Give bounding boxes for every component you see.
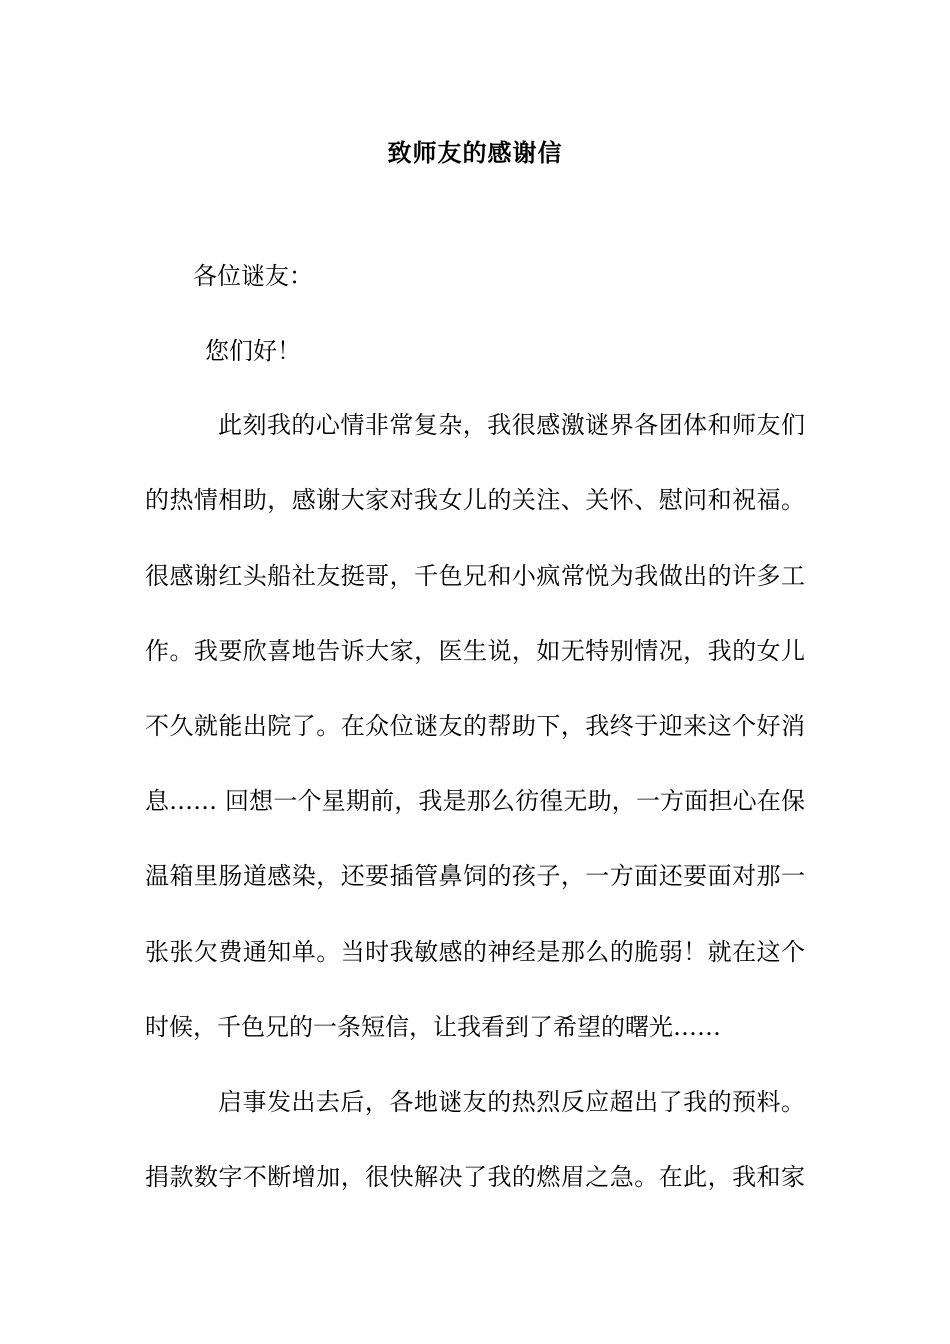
greeting: 您们好！ — [205, 337, 301, 365]
document-title: 致师友的感谢信 — [387, 138, 563, 167]
body-line-6: 息…… 回想一个星期前，我是那么彷徨无助，一方面担心在保 — [145, 787, 805, 815]
body-line-5: 不久就能出院了。在众位谜友的帮助下，我终于迎来这个好消 — [145, 712, 805, 740]
body-line-1: 此刻我的心情非常复杂，我很感激谜界各团体和师友们 — [218, 411, 805, 439]
body-line-7: 温箱里肠道感染，还要插管鼻饲的孩子，一方面还要面对那一 — [145, 862, 805, 890]
body-line-11: 捐款数字不断增加，很快解决了我的燃眉之急。在此，我和家 — [145, 1163, 805, 1191]
body-line-2: 的热情相助，感谢大家对我女儿的关注、关怀、慰问和祝福。 — [145, 486, 805, 514]
body-line-3: 很感谢红头船社友挺哥，千色兄和小疯常悦为我做出的许多工 — [145, 562, 805, 590]
salutation: 各位谜友： — [193, 262, 313, 290]
body-line-10: 启事发出去后，各地谜友的热烈反应超出了我的预料。 — [218, 1088, 805, 1116]
body-line-9: 时候，千色兄的一条短信，让我看到了希望的曙光…… — [145, 1013, 721, 1041]
body-line-8: 张张欠费通知单。当时我敏感的神经是那么的脆弱！就在这个 — [145, 938, 805, 966]
body-line-4: 作。我要欣喜地告诉大家，医生说，如无特别情况，我的女儿 — [145, 637, 805, 665]
